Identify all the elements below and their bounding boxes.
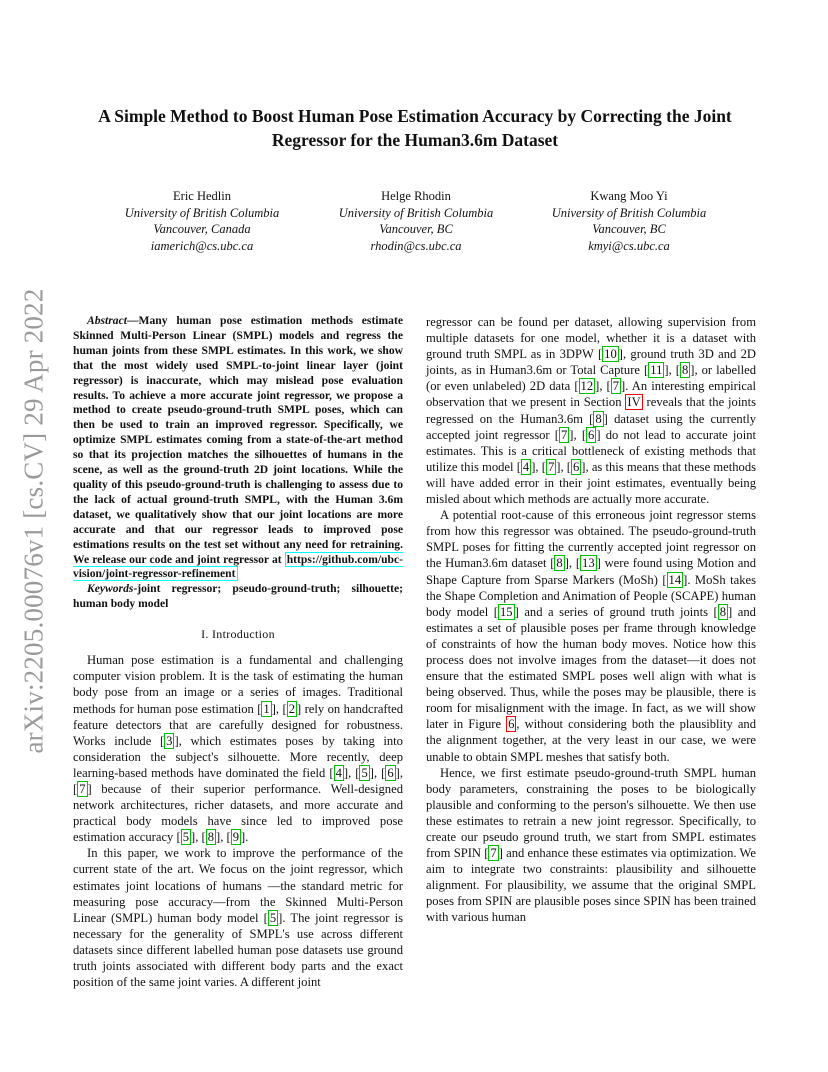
author-name: Kwang Moo Yi [590,189,668,203]
citation-link[interactable]: 14 [668,572,682,587]
citation-link[interactable]: 7 [490,846,497,861]
citation-link[interactable]: 8 [595,411,602,426]
author-affiliation: University of British Columbia [124,205,280,220]
author-location: Vancouver, BC [592,222,666,236]
keywords [73,582,403,612]
paragraph: Hence, we first estimate pseudo-ground-truth SMPL human body parameters, constraining the poses to be biologically plausible and conforming to the person's silhouette. We then use these estimates to retrain a new joint regressor. Specifically, to create our pseudo ground truth, we start from SMPL estimates from SPIN [ 7 ] and enhance these estimates via optimization. We aim to integrate two constraints: plausibility and silhouette alignment. For plausibility, we assume that the original SMPL poses from SPIN are plausible poses since SPIN has been trained with various human [426,765,756,925]
abstract [73,314,403,582]
keywords-text: -joint regressor; pseudo-ground-truth; silhouette; human body model [73,582,403,611]
citation-link[interactable]: 11 [650,363,663,378]
citation-link[interactable]: 5 [269,910,277,925]
paragraph: A potential root-cause of this erroneous joint regressor stems from how this regressor was obtained. The pseudo-ground-truth SMPL poses for fitting the currently accepted joint regressor on the Human3.6m dataset [ 8 ], [ 13 ] were found using Motion and Shape Capture from Sparse Markers (MoSh) [ 14 ]. MoSh takes the Shape Completion and Animation of People (SCAPE) human body model [ 15 ] and a series of ground truth joints [ 8 ] and estimates a set of plausible poses per frame through knowledge of constraints of how the human body moves. Notice how this process does not involve images from the dataset—it does not ensure that the estimated SMPL poses well align with what is being observed. Thus, while the poses may be plausible, there is room for misalignment with the image. In fact, as we will show later in Figure 6 , without considering both the plausiblity and the alignment together, at the very least in our case, we were unable to obtain SMPL meshes that satisfy both. [426,508,757,764]
citation-link[interactable]: 1 [263,701,270,716]
citation-link[interactable]: 15 [499,604,513,619]
author-email: rhodin@cs.ubc.ca [370,238,462,253]
author-3 [519,188,739,254]
citation-link[interactable]: 4 [335,765,342,780]
arxiv-stamp: arXiv:2205.00076v1 [cs.CV] 29 Apr 2022 [18,287,49,754]
author-location: Vancouver, Canada [153,222,251,236]
author-location: Vancouver, BC [379,222,453,236]
citation-link[interactable]: 6 [588,427,595,442]
citation-link[interactable]: 6 [387,765,394,780]
paper-title: A Simple Method to Boost Human Pose Estimation Accuracy by Correcting the Joint Regressor for the Human3.6m Dataset [98,106,732,150]
citation-link[interactable]: 7 [561,427,568,442]
citation-link[interactable]: 8 [556,556,563,571]
citation-link[interactable]: 7 [612,379,620,394]
citation-link[interactable]: 3 [166,733,173,748]
author-name: Helge Rhodin [381,189,451,203]
citation-link[interactable]: 8 [681,363,689,378]
paragraph: In this paper, we work to improve the performance of the current state of the art. We focus on the joint regressor, which estimates joint locations of humans —the standard metric for measuring pose accuracy—from the Skinned Multi-Person Linear (SMPL) human body model [ 5 ]. The joint regressor is necessary for the generality of SMPL's use across different datasets since different labelled human pose datasets use ground truth joints associated with different body parts and the exact position of the same joint varies. A different joint [73,846,403,990]
citation-link[interactable]: 4 [522,459,530,474]
author-2 [306,188,526,254]
paragraph: regressor can be found per dataset, allowing supervision from multiple datasets for one model, whether it is a dataset with ground truth SMPL as in 3DPW [ 10 ], ground truth 3D and 2D joints, as in Human3.6m or Total Capture [ 11 ], [ 8 ], or labelled (or even unlabeled) 2D data [ 12 ], [ 7 ]. An interesting empirical observation that we present in Section IV reveals that the joints regressed on the Human3.6m [ 8 ] dataset using the currently accepted joint regressor [ 7 ], [ 6 ] do not lead to accurate joint estimates. This is a critical bottleneck of existing methods that utilize this model [ 4 ], [ 7 ], [ 6 ], as this means that these methods will have added error in their joint estimates, eventually being misled about which methods are actually more accurate. [426,315,757,507]
citation-link[interactable]: 2 [288,701,295,716]
section-heading: I. Introduction [201,627,275,642]
figure-ref-link[interactable]: 6 [508,717,515,732]
left-column [73,314,403,990]
citation-link[interactable]: 5 [361,765,368,780]
paragraph: Human pose estimation is a fundamental and challenging computer vision problem. It is the task of estimating the human body pose from an image or a series of images. Traditional methods for human pose estimation [ 1 ], [ 2 ] rely on handcrafted feature detectors that are carefully designed for robustness. Works include [ 3 ], which estimates poses by taking into consideration the subject's silhouette. More recently, deep learning-based methods have dominated the field [ 4 ], [ 5 ], [ 6 ], [ 7 ] because of their superior performance. Well-designed network architectures, richer datasets, and more accurate and practical body models have since led to improved pose estimation accuracy [ 5 ], [ 8 ], [ 9 ]. [73,653,404,845]
author-email: kmyi@cs.ubc.ca [588,238,670,253]
citation-link[interactable]: 6 [573,459,580,474]
author-affiliation: University of British Columbia [338,205,494,220]
author-email: iamerich@cs.ubc.ca [150,238,254,253]
author-name: Eric Hedlin [173,189,231,203]
abstract-label: Abstract [87,314,127,327]
code-link[interactable]: https://github.com/ubc-vision/joint-regressor-refinement [73,552,403,581]
author-1 [92,188,312,254]
right-column [426,314,756,926]
author-affiliation: University of British Columbia [551,205,707,220]
abstract-text: —Many human pose estimation methods estimate Skinned Multi-Person Linear (SMPL) models and regress the human joints from these SMPL estimates. In this work, we show that the most widely used SMPL-to-joint linear layer (joint regressor) is inaccurate, which may mislead pose evaluation results. To achieve a more accurate joint regressor, we propose a method to create pseudo-ground-truth SMPL poses, which can then be used to train an improved regressor. Specifically, we optimize SMPL estimates coming from a state-of-the-art method so that its projection matches the silhouettes of humans in the scene, as well as the ground-truth 2D joint locations. While the quality of this pseudo-ground-truth is challenging to assess due to the lack of actual ground-truth SMPL, with the Human 3.6m dataset, we qualitatively show that our joint locations are more accurate and that our regressor leads to improved pose estimations results on the test set without any need for retraining. We release our code and joint regressor at [73,314,403,566]
keywords-label: Keywords [87,582,134,596]
citation-link[interactable]: 7 [547,459,555,474]
citation-link[interactable]: 10 [604,347,617,362]
citation-link[interactable]: 13 [582,556,595,571]
section-ref-link[interactable]: IV [627,395,641,410]
citation-link[interactable]: 7 [79,781,86,796]
citation-link[interactable]: 8 [207,830,214,845]
citation-link[interactable]: 8 [719,604,727,619]
citation-link[interactable]: 9 [232,830,239,845]
citation-link[interactable]: 12 [580,379,594,394]
citation-link[interactable]: 5 [182,830,189,845]
